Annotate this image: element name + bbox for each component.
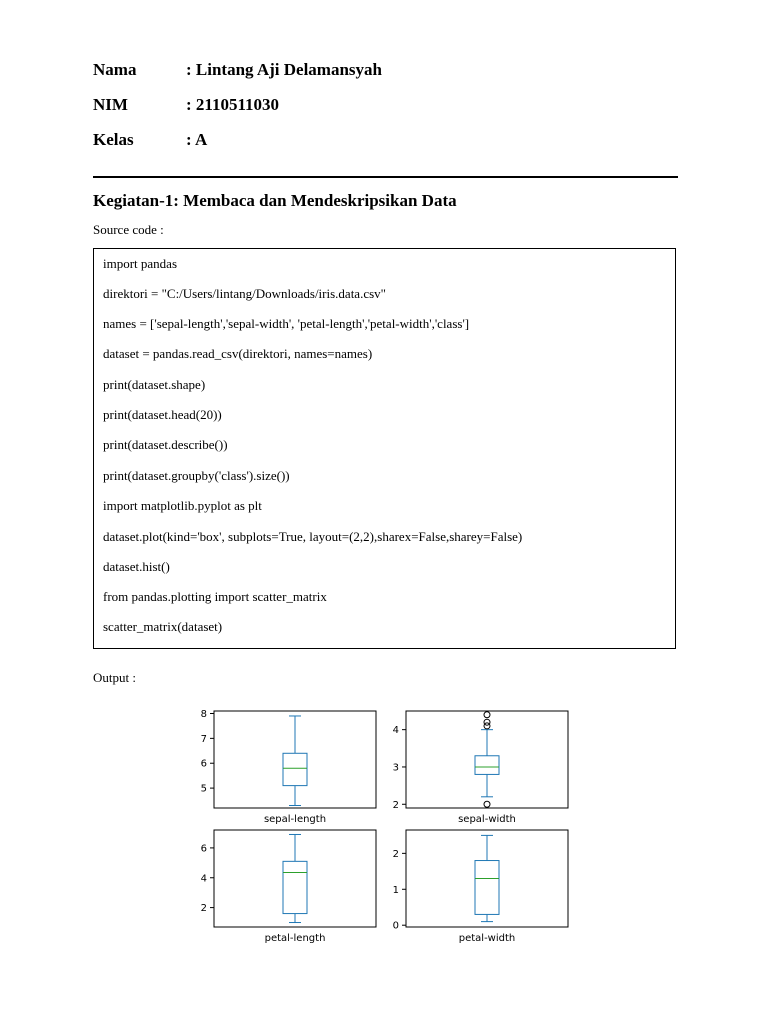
x-axis-label: petal-width [458, 933, 516, 944]
section-heading: Kegiatan-1: Membaca dan Mendeskripsikan Data [93, 191, 457, 210]
y-tick-label: 5 [200, 783, 207, 795]
y-tick-label: 8 [200, 708, 207, 720]
y-tick-label: 2 [392, 848, 399, 860]
box-plot-figure [180, 698, 600, 958]
horizontal-divider [93, 176, 678, 178]
code-line: import matplotlib.pyplot as plt [103, 498, 262, 513]
code-line: print(dataset.shape) [103, 377, 206, 392]
kelas-label: Kelas [93, 130, 134, 149]
code-block [93, 248, 676, 649]
x-axis-label: sepal-length [263, 814, 327, 825]
code-line: dataset = pandas.read_csv(direktori, names=names) [103, 346, 373, 361]
y-tick-label: 6 [200, 758, 207, 770]
outlier-point [484, 801, 490, 807]
y-tick-label: 4 [392, 725, 399, 737]
nama-label: Nama [93, 60, 137, 79]
code-line: dataset.plot(kind='box', subplots=True, layout=(2,2),sharex=False,sharey=False) [103, 529, 523, 544]
iqr-box [283, 753, 307, 785]
y-tick-label: 3 [392, 762, 399, 774]
nim-value: : 2110511030 [186, 95, 280, 114]
code-line: import pandas [103, 256, 178, 271]
source-code-label: Source code : [93, 222, 164, 237]
code-line: dataset.hist() [103, 559, 170, 574]
iqr-box [283, 861, 307, 913]
y-tick-label: 1 [392, 884, 399, 896]
y-tick-label: 0 [392, 920, 399, 932]
nama-value: : Lintang Aji Delamansyah [186, 60, 382, 79]
kelas-value: : A [186, 130, 208, 149]
code-line: print(dataset.head(20)) [103, 407, 222, 422]
y-tick-label: 7 [200, 733, 207, 745]
code-line: scatter_matrix(dataset) [103, 619, 223, 634]
outlier-point [484, 712, 490, 718]
code-line: from pandas.plotting import scatter_matrix [103, 589, 327, 604]
code-line: direktori = "C:/Users/lintang/Downloads/iris.data.csv" [103, 286, 386, 301]
y-tick-label: 6 [200, 843, 207, 855]
nim-label: NIM [93, 95, 128, 114]
iqr-box [475, 861, 499, 915]
box-plot-svg [180, 698, 600, 958]
outlier-point [484, 719, 490, 725]
code-line: print(dataset.groupby('class').size()) [103, 468, 290, 483]
y-tick-label: 2 [392, 799, 399, 811]
x-axis-label: petal-length [264, 933, 326, 944]
code-line: print(dataset.describe()) [103, 437, 228, 452]
x-axis-label: sepal-width [458, 814, 516, 825]
code-line: names = ['sepal-length','sepal-width', 'petal-length','petal-width','class'] [103, 316, 470, 331]
iqr-box [475, 756, 499, 775]
output-label: Output : [93, 670, 136, 685]
y-tick-label: 4 [200, 873, 207, 885]
y-tick-label: 2 [200, 903, 207, 915]
